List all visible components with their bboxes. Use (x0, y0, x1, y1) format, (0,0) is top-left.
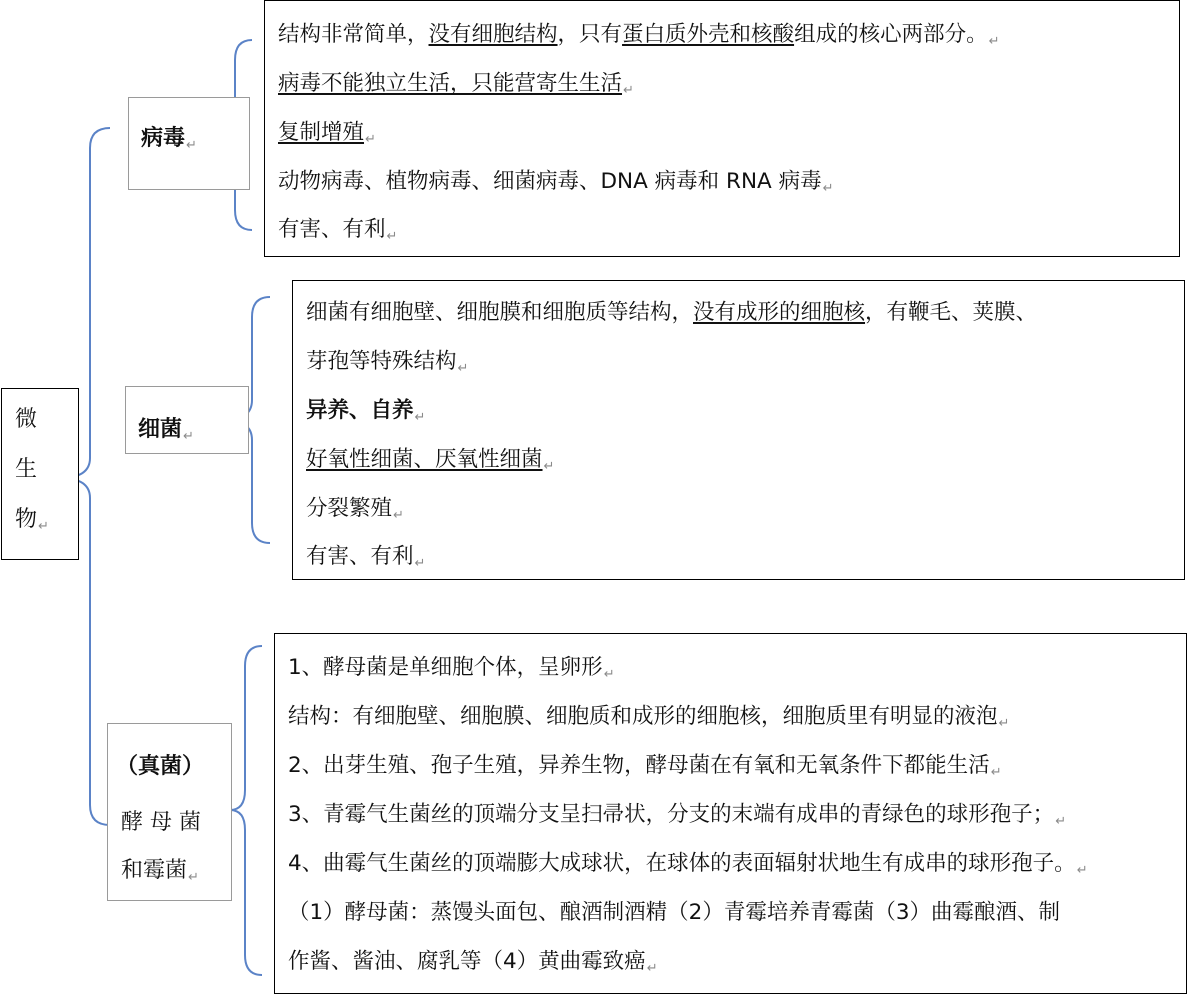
bacteria-content-box (292, 280, 1185, 580)
virus-line-5: 有害、有利↵ (278, 217, 398, 244)
root-char-1: 微 (15, 407, 38, 432)
fungi-label-box (107, 723, 232, 901)
virus-line-4: 动物病毒、植物病毒、细菌病毒、DNA 病毒和 RNA 病毒↵ (278, 169, 834, 196)
virus-line-1: 结构非常简单，没有细胞结构，只有蛋白质外壳和核酸组成的核心两部分。↵ (278, 22, 1000, 49)
virus-content-box (264, 0, 1180, 257)
fungi-label-line3: 和霉菌↵ (121, 858, 199, 885)
fungi-line-3: 2、出芽生殖、孢子生殖，异养生物，酵母菌在有氧和无氧条件下都能生活↵ (288, 753, 1002, 780)
virus-line-3: 复制增殖↵ (278, 120, 376, 147)
virus-line-2: 病毒不能独立生活，只能营寄生生活↵ (278, 71, 634, 98)
virus-label-box (128, 97, 250, 190)
fungi-content-box (274, 633, 1187, 994)
fungi-line-6: （1）酵母菌：蒸馒头面包、酿酒制酒精（2）青霉培养青霉菌（3）曲霉酿酒、制 (288, 900, 1061, 925)
bacteria-label: 细菌↵ (138, 417, 194, 444)
fungi-brace (230, 646, 262, 975)
root-box (1, 388, 79, 560)
fungi-label-title: （真菌） (116, 754, 205, 779)
bacteria-line-2: 芽孢等特殊结构↵ (306, 349, 469, 376)
bacteria-line-6: 有害、有利↵ (306, 544, 426, 571)
bacteria-line-1: 细菌有细胞壁、细胞膜和细胞质等结构，没有成形的细胞核，有鞭毛、荚膜、 (306, 300, 1038, 325)
bacteria-line-5: 分裂繁殖↵ (306, 496, 404, 523)
fungi-line-5: 4、曲霉气生菌丝的顶端膨大成球状，在球体的表面辐射状地生有成串的球形孢子。↵ (288, 851, 1088, 878)
fungi-label-line2: 酵 母 菌 (121, 810, 201, 835)
fungi-line-1: 1、酵母菌是单细胞个体，呈卵形↵ (288, 655, 615, 682)
root-char-2: 生 (15, 457, 38, 482)
bacteria-label-box (125, 386, 249, 454)
fungi-line-2: 结构：有细胞壁、细胞膜、细胞质和成形的细胞核，细胞质里有明显的液泡↵ (288, 704, 1010, 731)
fungi-line-7: 作酱、酱油、腐乳等（4）黄曲霉致癌↵ (288, 949, 658, 976)
fungi-line-4: 3、青霉气生菌丝的顶端分支呈扫帚状，分支的末端有成串的青绿色的球形孢子；↵ (288, 802, 1067, 829)
root-char-3: 物↵ (15, 507, 49, 540)
bacteria-line-4: 好氧性细菌、厌氧性细菌↵ (306, 447, 555, 474)
bacteria-line-3: 异养、自养↵ (306, 398, 426, 425)
virus-label: 病毒↵ (141, 126, 197, 153)
return-mark: ↵ (38, 519, 49, 534)
